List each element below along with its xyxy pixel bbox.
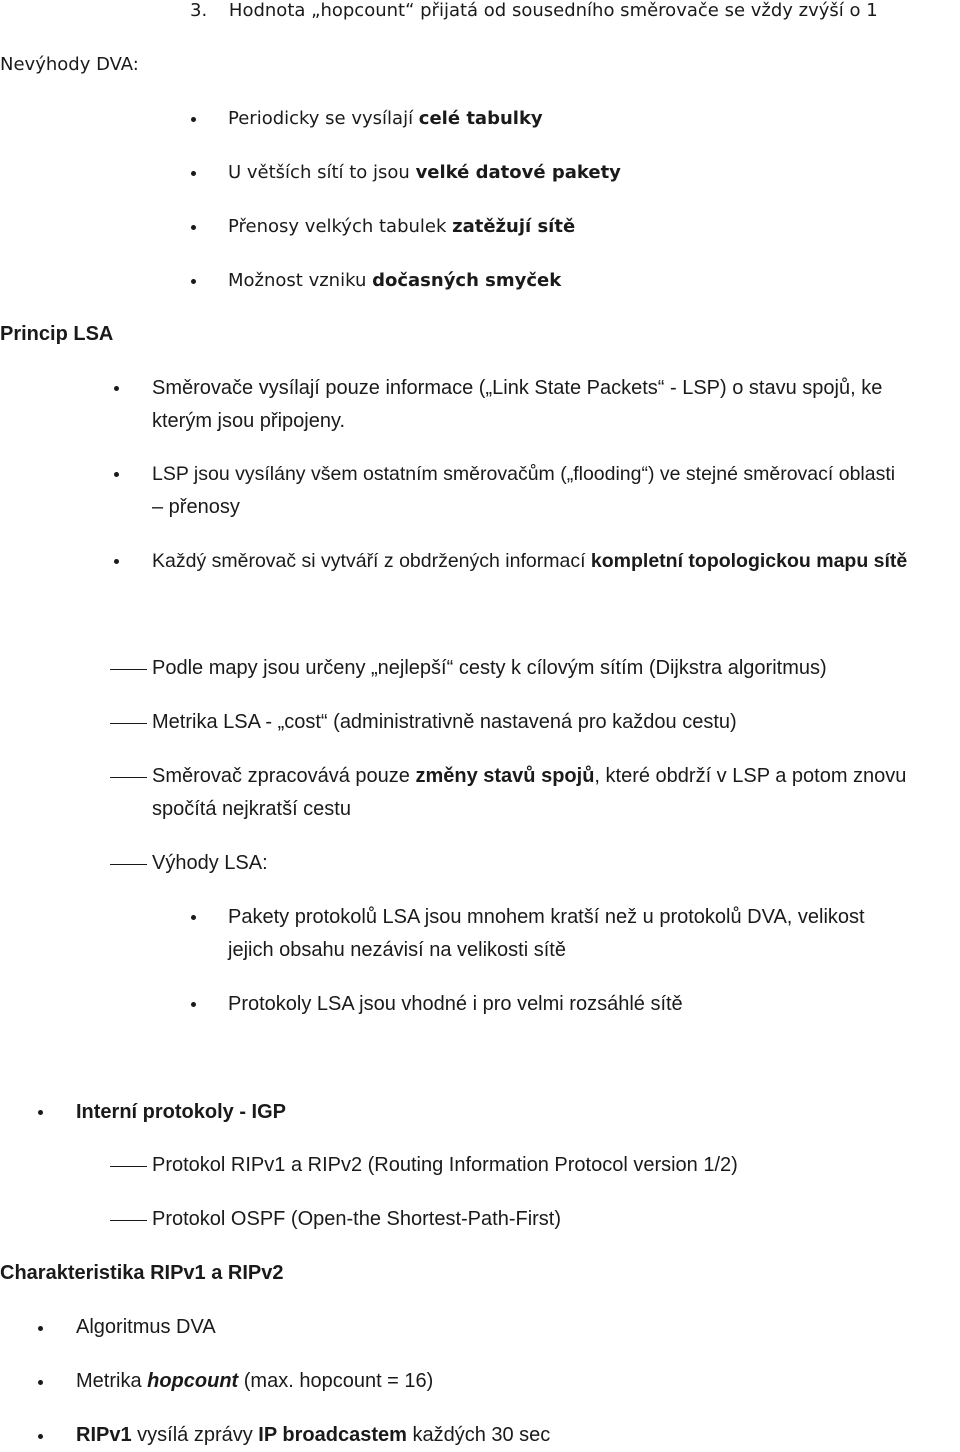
dva-heading: Nevýhody DVA: [0,54,139,75]
list-item: Algoritmus DVA [76,1316,216,1338]
list-item: Metrika LSA - „cost“ (administrativně nastavená pro každou cestu) [152,711,737,733]
item-number: 3. [190,0,208,21]
lsa-heading: Princip LSA [0,323,114,345]
list-item-line-2: kterým jsou připojeny. [152,410,346,432]
list-item-line-2: jejich obsahu nezávisí na velikosti sítě [228,939,566,961]
list-item: Periodicky se vysílají celé tabulky [228,108,543,129]
list-item: Protokol RIPv1 a RIPv2 (Routing Information Protocol version 1/2) [152,1154,738,1176]
item-text: Hodnota „hopcount“ přijatá od sousedního směrovače se vždy zvýší o 1 [228,0,878,21]
list-item: Protokoly LSA jsou vhodné i pro velmi rozsáhlé sítě [228,993,683,1015]
numbered-item-3 [190,0,878,27]
list-item-line-1: Směrovač zpracovává pouze změny stavů spojů, které obdrží v LSP a potom znovu [152,765,907,787]
list-item: U větších sítí to jsou velké datové pakety [228,162,621,183]
list-item: Podle mapy jsou určeny „nejlepší“ cesty k cílovým sítím (Dijkstra algoritmus) [152,657,827,679]
list-item-line-2: spočítá nejkratší cestu [152,798,351,820]
list-item-line-1: Směrovače vysílají pouze informace („Link State Packets“ - LSP) o stavu spojů, ke [152,377,883,399]
list-item-line-1: LSP jsou vysílány všem ostatním směrovačům („flooding“) ve stejné směrovací oblasti [152,463,896,485]
list-item: Každý směrovač si vytváří z obdržených informací kompletní topologickou mapu sítě [152,550,908,572]
list-item: Metrika hopcount (max. hopcount = 16) [76,1370,434,1392]
list-item-line-1: Pakety protokolů LSA jsou mnohem kratší než u protokolů DVA, velikost [228,906,865,928]
rip-heading: Charakteristika RIPv1 a RIPv2 [0,1262,284,1284]
list-item: Možnost vzniku dočasných smyček [228,270,562,291]
list-item-line-2: – přenosy [152,496,240,518]
list-item: Protokol OSPF (Open-the Shortest-Path-First) [152,1208,562,1230]
list-item: RIPv1 vysílá zprávy IP broadcastem každých 30 sec [76,1424,551,1446]
igp-item: Interní protokoly - IGP [76,1101,287,1123]
list-item: Výhody LSA: [152,852,268,874]
list-item: Přenosy velkých tabulek zatěžují sítě [228,216,576,237]
